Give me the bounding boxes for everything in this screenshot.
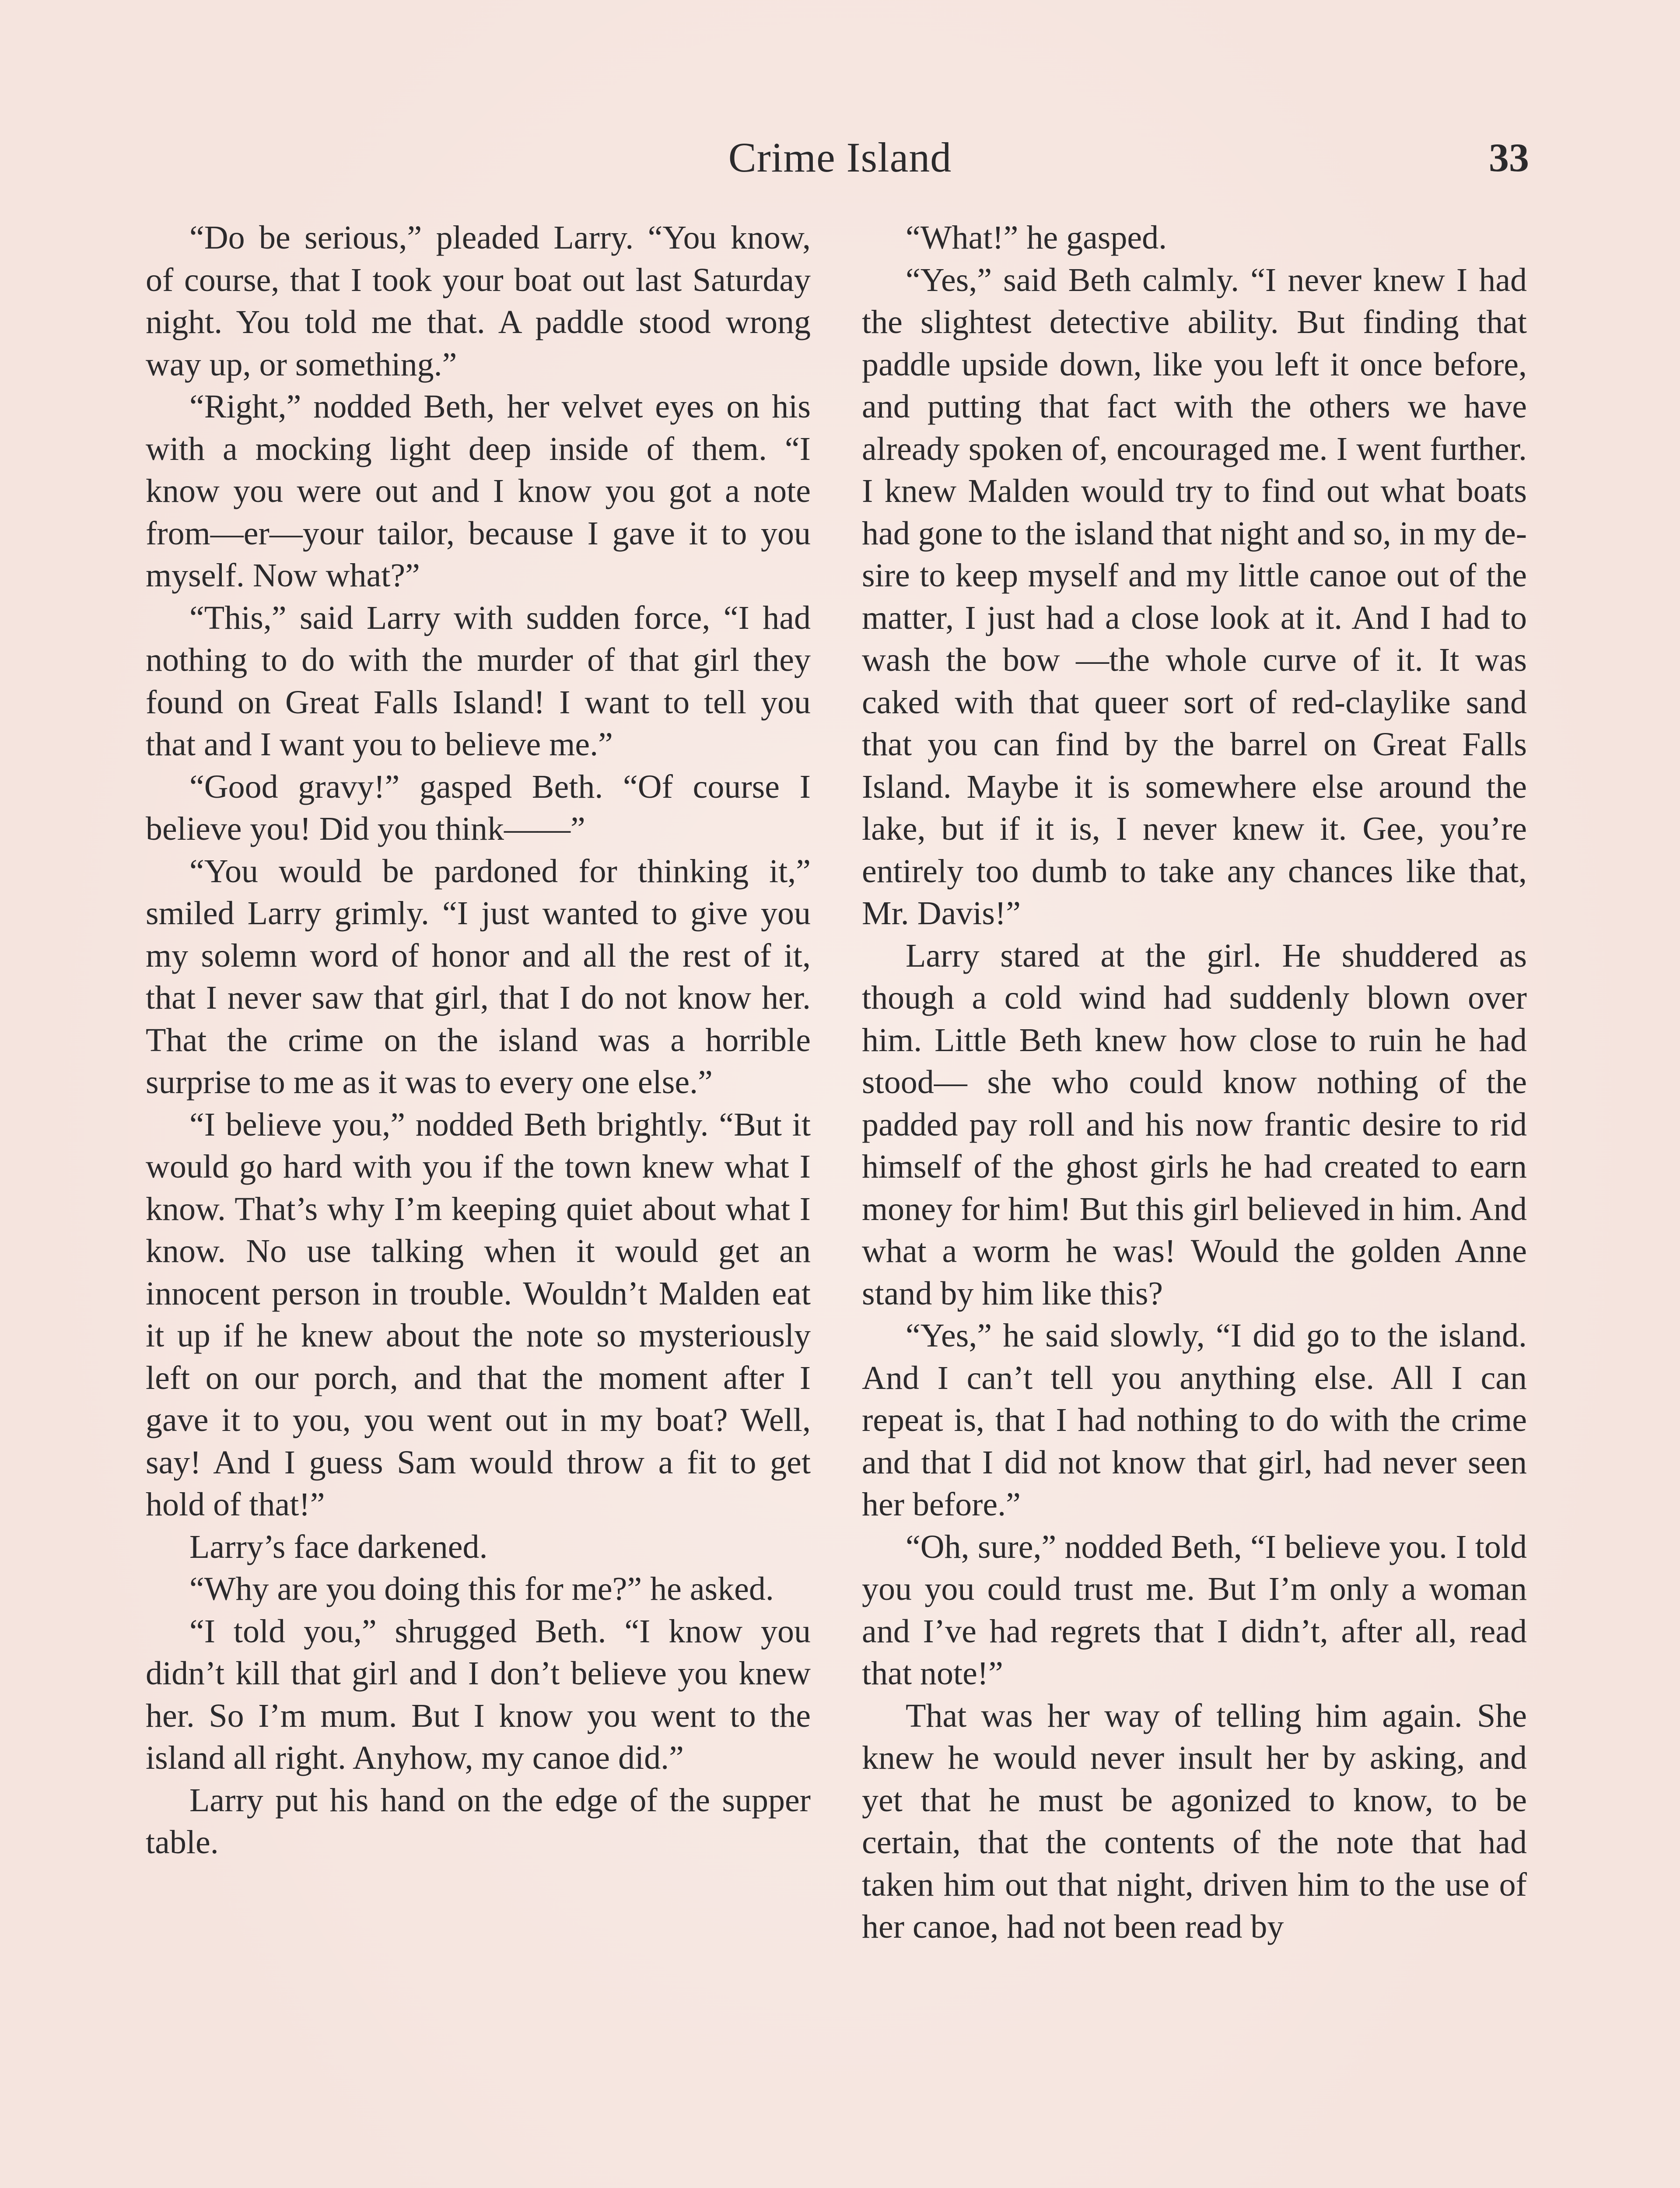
right-text-column	[862, 217, 1527, 1948]
paragraph: “You would be pardoned for thinking it,” smiled Larry grimly. “I just wanted to give you my solemn word of honor and all the rest of it, that I never saw that girl, that I do not know her. That the crime on the island was a horrible surprise to me as it was to every one else.”	[146, 852, 811, 1101]
paragraph: “Yes,” said Beth calmly. “I never knew I had the slightest detective ability. But finding that paddle upside down, like you left it once before, and putting that fact with the others we have already spoken of, encouraged me. I went further. I knew Malden would try to find out what boats had gone to the island that night and so, in my desire to keep myself and my little canoe out of the matter, I just had a close look at it. And I had to wash the bow —the whole curve of it. It was caked with that queer sort of red-claylike sand that you can find by the barrel on Great Falls Island. Maybe it is somewhere else around the lake, but if it is, I never knew it. Gee, you’re entirely too dumb to take any chances like that, Mr. Davis!”	[862, 261, 1527, 932]
paragraph: “What!” he gasped.	[906, 219, 1167, 256]
paragraph: “Yes,” he said slowly, “I did go to the island. And I can’t tell you anything else. All I can repeat is, that I had nothing to do with the crime and that I did not know that girl, had never seen her before.”	[862, 1317, 1527, 1523]
paragraph: “Why are you doing this for me?” he asked.	[189, 1571, 774, 1607]
paragraph: “Good gravy!” gasped Beth. “Of course I believe you! Did you think——”	[146, 768, 811, 847]
paragraph: “Do be serious,” pleaded Larry. “You know, of course, that I took your boat out last Saturday night. You told me that. A paddle stood wrong way up, or something.”	[146, 219, 811, 383]
paragraph: That was her way of telling him again. She knew he would never insult her by asking, and yet that he must be agonized to know, to be certain, that the contents of the note that had taken him out that night, driven him to the use of her canoe, had not been read by	[862, 1697, 1527, 1945]
paragraph: “I told you,” shrugged Beth. “I know you didn’t kill that girl and I don’t believe you knew her. So I’m mum. But I know you went to the island all right. Anyhow, my canoe did.”	[146, 1613, 811, 1776]
page-number: 33	[1489, 135, 1529, 180]
left-text-column	[146, 217, 811, 1864]
running-head	[0, 129, 1680, 186]
paragraph: Larry’s face darkened.	[189, 1528, 488, 1565]
running-title: Crime Island	[728, 134, 952, 181]
paragraph: “Right,” nodded Beth, her velvet eyes on his with a mocking light deep inside of them. “I know you were out and I know you got a note from—er—your tailor, because I gave it to you myself. Now what?”	[146, 388, 811, 594]
paragraph: “I believe you,” nodded Beth brightly. “But it would go hard with you if the town knew what I know. That’s why I’m keeping quiet about what I know. No use talking when it would get an innocent person in trouble. Wouldn’t Malden eat it up if he knew about the note so mysteriously left on our porch, and that the moment after I gave it to you, you went out in my boat? Well, say! And I guess Sam would throw a fit to get hold of that!”	[146, 1106, 811, 1523]
paragraph: “This,” said Larry with sudden force, “I had nothing to do with the murder of that girl they found on Great Falls Island! I want to tell you that and I want you to believe me.”	[146, 599, 811, 763]
paragraph: Larry put his hand on the edge of the supper table.	[146, 1781, 811, 1861]
paragraph: Larry stared at the girl. He shuddered as though a cold wind had suddenly blown over him. Little Beth knew how close to ruin he had stood— she who could know nothing of the padded pay roll and his now frantic desire to rid himself of the ghost girls he had created to earn money for him! But this girl believed in him. And what a worm he was! Would the golden Anne stand by him like this?	[862, 937, 1527, 1312]
paragraph: “Oh, sure,” nodded Beth, “I believe you. I told you you could trust me. But I’m only a woman and I’ve had regrets that I didn’t, after all, read that note!”	[862, 1528, 1527, 1692]
